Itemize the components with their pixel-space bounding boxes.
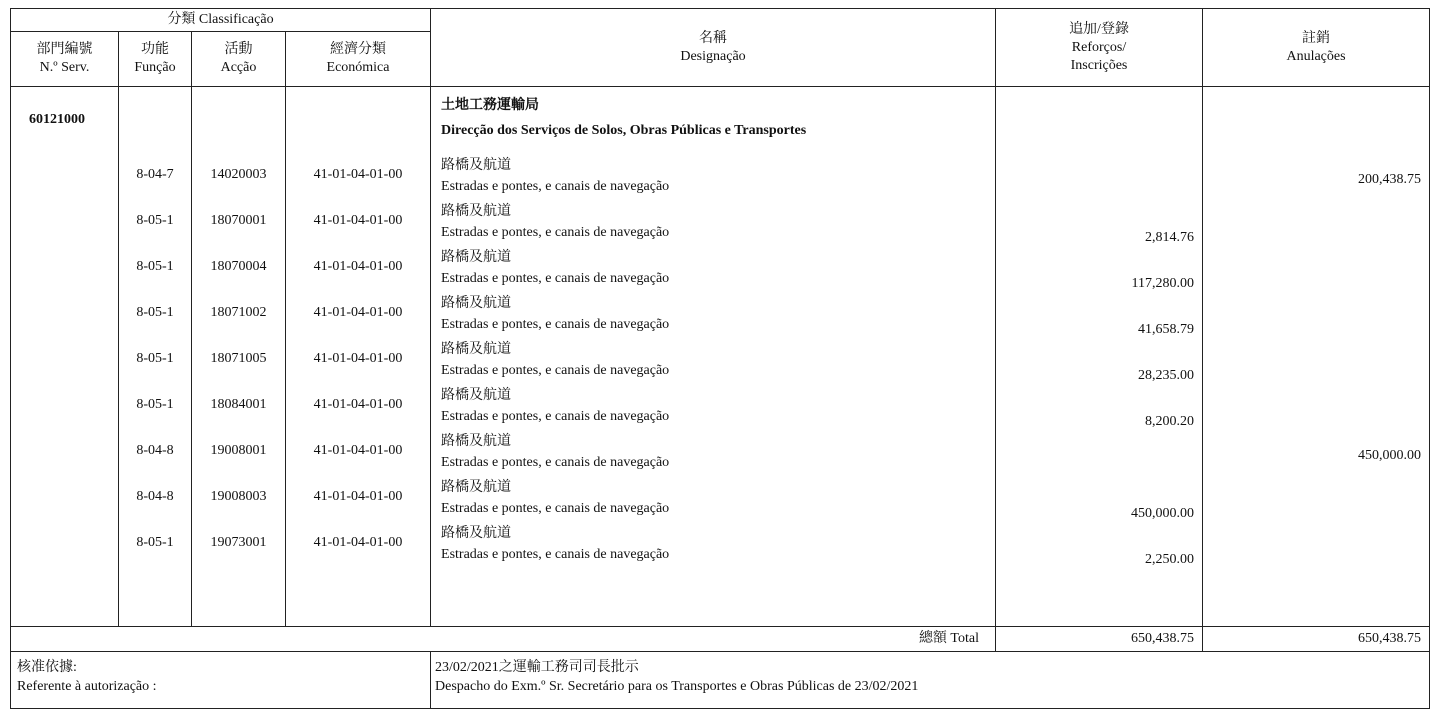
row-designation-zh: 路橋及航道 <box>441 250 512 265</box>
row-designation-zh: 路橋及航道 <box>441 526 512 541</box>
row-designation-pt: Estradas e pontes, e canais de navegação <box>441 179 670 194</box>
row-designation-zh: 路橋及航道 <box>441 342 512 357</box>
authorization-row <box>11 652 1430 709</box>
anulacoes-header-pt: Anulações <box>1286 48 1346 64</box>
row-funcao: 8-05-1 <box>136 351 174 366</box>
row-designation-zh: 路橋及航道 <box>441 434 512 449</box>
row-accao: 18070004 <box>210 259 267 274</box>
row-anulacao: 450,000.00 <box>1358 448 1422 463</box>
accao-header-zh: 活動 <box>224 42 253 57</box>
row-economica: 41-01-04-01-00 <box>313 167 403 182</box>
row-accao: 18071005 <box>210 351 267 366</box>
budget-document <box>10 8 1430 709</box>
serv-header-zh: 部門編號 <box>36 42 93 57</box>
total-label: 總額 Total <box>11 627 996 652</box>
row-accao: 18084001 <box>210 397 267 412</box>
row-reforco: 117,280.00 <box>1131 276 1195 291</box>
row-funcao: 8-05-1 <box>136 259 174 274</box>
row-economica: 41-01-04-01-00 <box>313 259 403 274</box>
classification-header: 分類 Classificação <box>11 9 431 32</box>
reforcos-header <box>996 9 1203 87</box>
department-name-pt: Direcção dos Serviços de Solos, Obras Públicas e Transportes <box>441 123 807 138</box>
total-reforcos: 650,438.75 <box>996 627 1203 652</box>
row-designation-zh: 路橋及航道 <box>441 204 512 219</box>
row-funcao: 8-05-1 <box>136 213 174 228</box>
anulacoes-header <box>1203 9 1430 87</box>
authorization-text-pt: Despacho do Exm.º Sr. Secretário para os Transportes e Obras Públicas de 23/02/2021 <box>435 679 919 694</box>
row-economica: 41-01-04-01-00 <box>313 351 403 366</box>
row-anulacao: 200,438.75 <box>1358 172 1422 187</box>
reforcos-header-zh: 追加/登錄 <box>1069 21 1129 37</box>
department-name-zh: 土地工務運輸局 <box>441 98 540 113</box>
accao-column <box>192 87 286 627</box>
row-reforco: 2,250.00 <box>1145 552 1195 567</box>
row-reforco: 450,000.00 <box>1131 506 1195 521</box>
row-economica: 41-01-04-01-00 <box>313 535 403 550</box>
body-block <box>11 87 1430 627</box>
funcao-column <box>119 87 192 627</box>
row-designation-zh: 路橋及航道 <box>441 296 512 311</box>
header-row-top <box>11 9 1430 32</box>
budget-table <box>10 8 1430 709</box>
serv-header <box>11 32 119 87</box>
row-designation-pt: Estradas e pontes, e canais de navegação <box>441 409 670 424</box>
row-funcao: 8-04-8 <box>136 489 174 504</box>
accao-header <box>192 32 286 87</box>
funcao-header-pt: Função <box>134 60 176 75</box>
row-economica: 41-01-04-01-00 <box>313 305 403 320</box>
reforcos-header-pt2: Inscrições <box>1070 57 1128 73</box>
row-funcao: 8-05-1 <box>136 397 174 412</box>
authorization-label <box>11 652 431 709</box>
row-accao: 19073001 <box>210 535 267 550</box>
row-designation-zh: 路橋及航道 <box>441 158 512 173</box>
row-accao: 19008001 <box>210 443 267 458</box>
serv-column <box>11 87 119 627</box>
funcao-header-zh: 功能 <box>141 42 169 57</box>
row-designation-pt: Estradas e pontes, e canais de navegação <box>441 225 670 240</box>
economica-header-zh: 經濟分類 <box>330 42 386 57</box>
row-designation-pt: Estradas e pontes, e canais de navegação <box>441 317 670 332</box>
row-designation-pt: Estradas e pontes, e canais de navegação <box>441 271 670 286</box>
accao-header-pt: Acção <box>220 60 257 75</box>
row-economica: 41-01-04-01-00 <box>313 213 403 228</box>
reforcos-header-pt1: Reforços/ <box>1071 39 1127 55</box>
designation-header-pt: Designação <box>680 48 746 64</box>
anulacoes-header-zh: 註銷 <box>1302 30 1331 46</box>
row-reforco: 8,200.20 <box>1145 414 1195 429</box>
authorization-text <box>431 652 1430 709</box>
reforcos-column <box>996 87 1203 627</box>
economica-header <box>286 32 431 87</box>
designation-header-zh: 名稱 <box>699 30 728 46</box>
row-funcao: 8-04-7 <box>136 167 174 182</box>
row-funcao: 8-05-1 <box>136 305 174 320</box>
row-accao: 18070001 <box>210 213 267 228</box>
authorization-text-zh: 23/02/2021之運輸工務司司長批示 <box>435 660 639 675</box>
department-code: 60121000 <box>29 112 85 127</box>
designation-header <box>431 9 996 87</box>
row-economica: 41-01-04-01-00 <box>313 397 403 412</box>
row-designation-pt: Estradas e pontes, e canais de navegação <box>441 547 670 562</box>
row-economica: 41-01-04-01-00 <box>313 443 403 458</box>
row-designation-pt: Estradas e pontes, e canais de navegação <box>441 501 670 516</box>
row-reforco: 28,235.00 <box>1138 368 1195 383</box>
row-designation-pt: Estradas e pontes, e canais de navegação <box>441 455 670 470</box>
row-accao: 19008003 <box>210 489 267 504</box>
designation-column <box>431 87 996 627</box>
economica-column <box>286 87 431 627</box>
row-reforco: 41,658.79 <box>1138 322 1195 337</box>
economica-header-pt: Económica <box>326 60 390 75</box>
authorization-label-pt: Referente à autorização : <box>17 679 157 694</box>
row-designation-pt: Estradas e pontes, e canais de navegação <box>441 363 670 378</box>
serv-header-pt: N.º Serv. <box>39 60 90 75</box>
anulacoes-column <box>1203 87 1430 627</box>
row-designation-zh: 路橋及航道 <box>441 388 512 403</box>
row-accao: 18071002 <box>210 305 267 320</box>
row-funcao: 8-04-8 <box>136 443 174 458</box>
row-economica: 41-01-04-01-00 <box>313 489 403 504</box>
row-designation-zh: 路橋及航道 <box>441 480 512 495</box>
total-anulacoes: 650,438.75 <box>1203 627 1430 652</box>
row-funcao: 8-05-1 <box>136 535 174 550</box>
row-accao: 14020003 <box>210 167 267 182</box>
funcao-header <box>119 32 192 87</box>
authorization-label-zh: 核准依據: <box>17 660 77 675</box>
row-reforco: 2,814.76 <box>1145 230 1195 245</box>
total-row <box>11 627 1430 652</box>
